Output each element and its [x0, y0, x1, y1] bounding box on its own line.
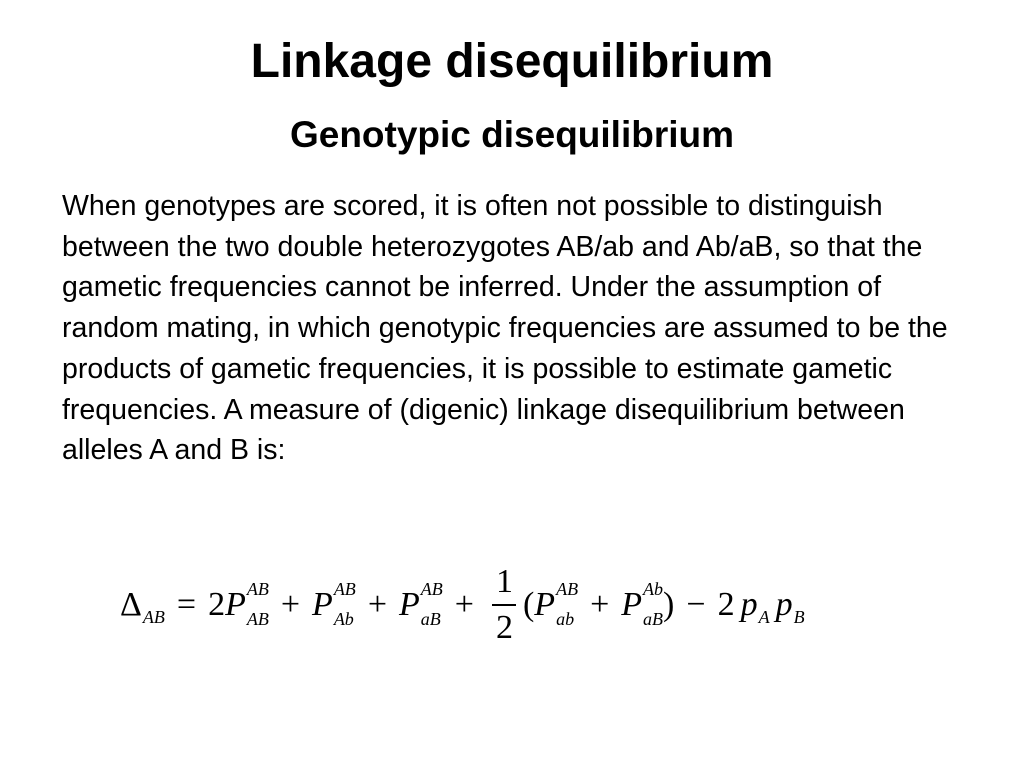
formula-term-5 [621, 579, 664, 629]
body-paragraph: When genotypes are scored, it is often not possible to distinguish between the two double heterozygotes AB/ab and Ab/aB, so that the gametic frequencies cannot be inferred. Under the assumption of random mating, in which genotypic frequencies are assumed to be the products of gametic frequencies, it is possible to estimate gametic frequencies. A measure of (digenic) linkage disequilibrium between alleles A and B is: [62, 190, 948, 467]
formula-P-1: P [225, 586, 246, 623]
formula-sup-5: Ab [643, 579, 664, 599]
formula-sub-4: ab [556, 609, 575, 629]
formula-plus-1: + [280, 586, 301, 623]
formula-p-B-subscript: B [793, 606, 805, 627]
formula-delta-symbol: Δ [120, 586, 142, 623]
formula-P-4: P [534, 586, 556, 623]
formula-delta-subscript: AB [142, 606, 165, 627]
formula-p-A-subscript: A [758, 606, 770, 627]
formula-equals: = [176, 586, 197, 623]
formula-coef-two-2: 2 [717, 586, 735, 623]
formula-fraction-denominator: 2 [495, 608, 513, 646]
slide-title: Linkage disequilibrium [250, 35, 774, 88]
formula-scripts-5 [643, 579, 664, 629]
formula-sub-1: AB [246, 609, 269, 629]
formula-term-4 [534, 579, 579, 629]
formula-sup-2: AB [333, 579, 356, 599]
formula-sub-3: aB [420, 609, 441, 629]
formula-fraction [492, 564, 517, 646]
formula-scripts-1 [246, 579, 269, 629]
formula-p-A: p [740, 586, 758, 623]
formula-sup-1: AB [246, 579, 269, 599]
formula-plus-3: + [454, 586, 474, 623]
formula-plus-4: + [590, 586, 610, 623]
formula-minus: − [686, 586, 706, 623]
formula-term-1 [208, 579, 269, 629]
formula-P-2: P [312, 586, 333, 623]
formula-term-2 [312, 579, 356, 629]
formula-scripts-3 [420, 579, 443, 629]
formula-plus-2: + [367, 586, 387, 623]
formula-scripts-4 [556, 579, 579, 629]
formula-P-5: P [621, 586, 643, 623]
formula-right-paren: ) [663, 586, 675, 623]
ld-formula [120, 555, 900, 655]
slide-subtitle: Genotypic disequilibrium [289, 114, 735, 155]
formula-scripts-2 [333, 579, 356, 629]
formula-sup-4: AB [556, 579, 579, 599]
formula-left-paren: ( [522, 586, 535, 623]
formula-p-B: p [775, 586, 793, 623]
formula-sup-3: AB [420, 579, 443, 599]
formula-term-6 [717, 586, 805, 627]
formula-sub-2: Ab [333, 609, 354, 629]
formula-P-3: P [399, 586, 420, 623]
formula-coef-two: 2 [208, 586, 226, 623]
formula-term-3 [399, 579, 443, 629]
formula-delta-term [120, 586, 165, 627]
formula-sub-5: aB [643, 609, 664, 629]
formula-fraction-bar [492, 604, 516, 606]
formula-fraction-numerator: 1 [495, 563, 513, 601]
